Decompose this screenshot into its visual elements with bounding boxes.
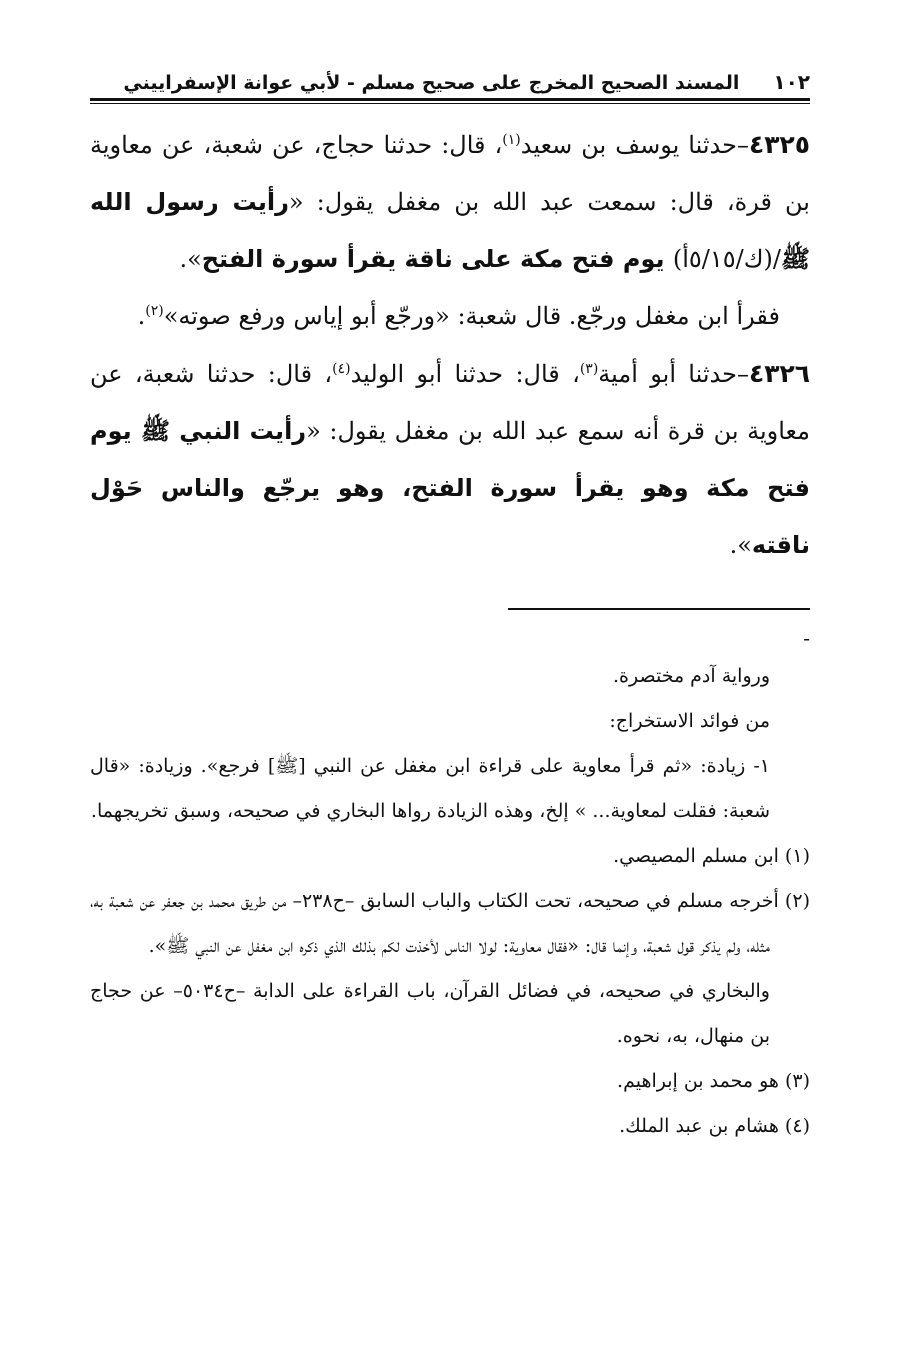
- footnote-separator: [508, 608, 810, 610]
- hadith-text: ، قال: حدثنا شعبة، عن معاوية بن قرة أنه سمع عبد الله بن مغفل يقول: «: [90, 360, 810, 445]
- footnotes: [90, 654, 810, 1149]
- footnote-ref: (٤): [332, 361, 351, 377]
- note-line: من فوائد الاستخراج:: [609, 710, 770, 732]
- hadith-4325: [90, 116, 810, 288]
- manuscript-marker: /(ك/٥/١٥أ): [672, 245, 781, 273]
- page: [90, 60, 810, 1149]
- period: .: [137, 302, 146, 330]
- hadith-matn: يوم فتح مكة على ناقة يقرأ سورة الفتح: [201, 245, 673, 273]
- footnote-1: (١) ابن مسلم المصيصي.: [613, 845, 810, 867]
- hadith-matn: رأيت رسول الله ﷺ: [90, 188, 810, 273]
- hadith-text: –حدثنا أبو أمية: [598, 360, 749, 388]
- footnote-2: (٢) أخرجه مسلم في صحيحه، تحت الكتاب والباب السابق –ح٢٣٨– من طريق محمد بن جعفر عن شعبة به، مثله، ولم يذكر قول شعبة، وإنما قال: «فقال معاوية: لولا الناس لأخذت لكم بذلك الذي ذكره ابن مغفل عن النبي ﷺ».: [90, 890, 810, 957]
- hadith-text: –حدثنا يوسف بن سعيد: [520, 131, 749, 159]
- hadith-text: ، قال: حدثنا حجاج، عن شعبة، عن معاوية بن قرة، قال: سمعت عبد الله بن مغفل يقول: «: [90, 131, 810, 216]
- quote-close: ».: [179, 245, 202, 273]
- hadith-4326: [90, 345, 810, 574]
- footnote-ref: (١): [502, 132, 521, 148]
- footnote-3: (٣) هو محمد بن إبراهيم.: [617, 1070, 810, 1092]
- footnote-separator-wrap: [90, 608, 810, 610]
- addition-text: فقرأ ابن مغفل ورجّع. قال شعبة: «ورجّع أبو إياس ورفع صوته»: [163, 302, 780, 330]
- footnote-ref: (٣): [579, 361, 599, 377]
- running-header: [90, 60, 810, 94]
- hadith-number: ٤٣٢٥: [748, 130, 811, 159]
- main-text: [90, 116, 810, 574]
- continuation-dash: -: [803, 626, 810, 650]
- benefit-item: ١- زيادة: «ثم قرأ معاوية على قراءة ابن مغفل عن النبي [ﷺ] فرجع». وزيادة: «قال شعبة: فقلت لمعاوية... » إلخ، وهذه الزيادة رواها البخاري في صحيحه، وسبق تخريجهما.: [90, 755, 770, 822]
- book-title: المسند الصحيح المخرج على صحيح مسلم - لأبي عوانة الإسفراييني: [123, 72, 740, 94]
- page-number: ١٠٢: [773, 70, 810, 94]
- hadith-number: ٤٣٢٦: [748, 359, 811, 388]
- hadith-4325-addition: [90, 288, 810, 345]
- note-line: ورواية آدم مختصرة.: [613, 665, 770, 687]
- footnote-ref: (٢): [145, 303, 164, 319]
- footnote-2-continued: والبخاري في صحيحه، في فضائل القرآن، باب القراءة على الدابة –ح٥٠٣٤– عن حجاج بن منهال، به، نحوه.: [90, 980, 770, 1047]
- hadith-text: ، قال: حدثنا أبو الوليد: [350, 360, 580, 388]
- quote-close: ».: [729, 531, 752, 559]
- footnote-4: (٤) هشام بن عبد الملك.: [619, 1115, 810, 1137]
- hadith-matn: رأيت النبي ﷺ يوم فتح مكة وهو يقرأ سورة الفتح، وهو يرجّع والناس حَوْل ناقته: [90, 417, 810, 559]
- header-rule: [90, 98, 810, 104]
